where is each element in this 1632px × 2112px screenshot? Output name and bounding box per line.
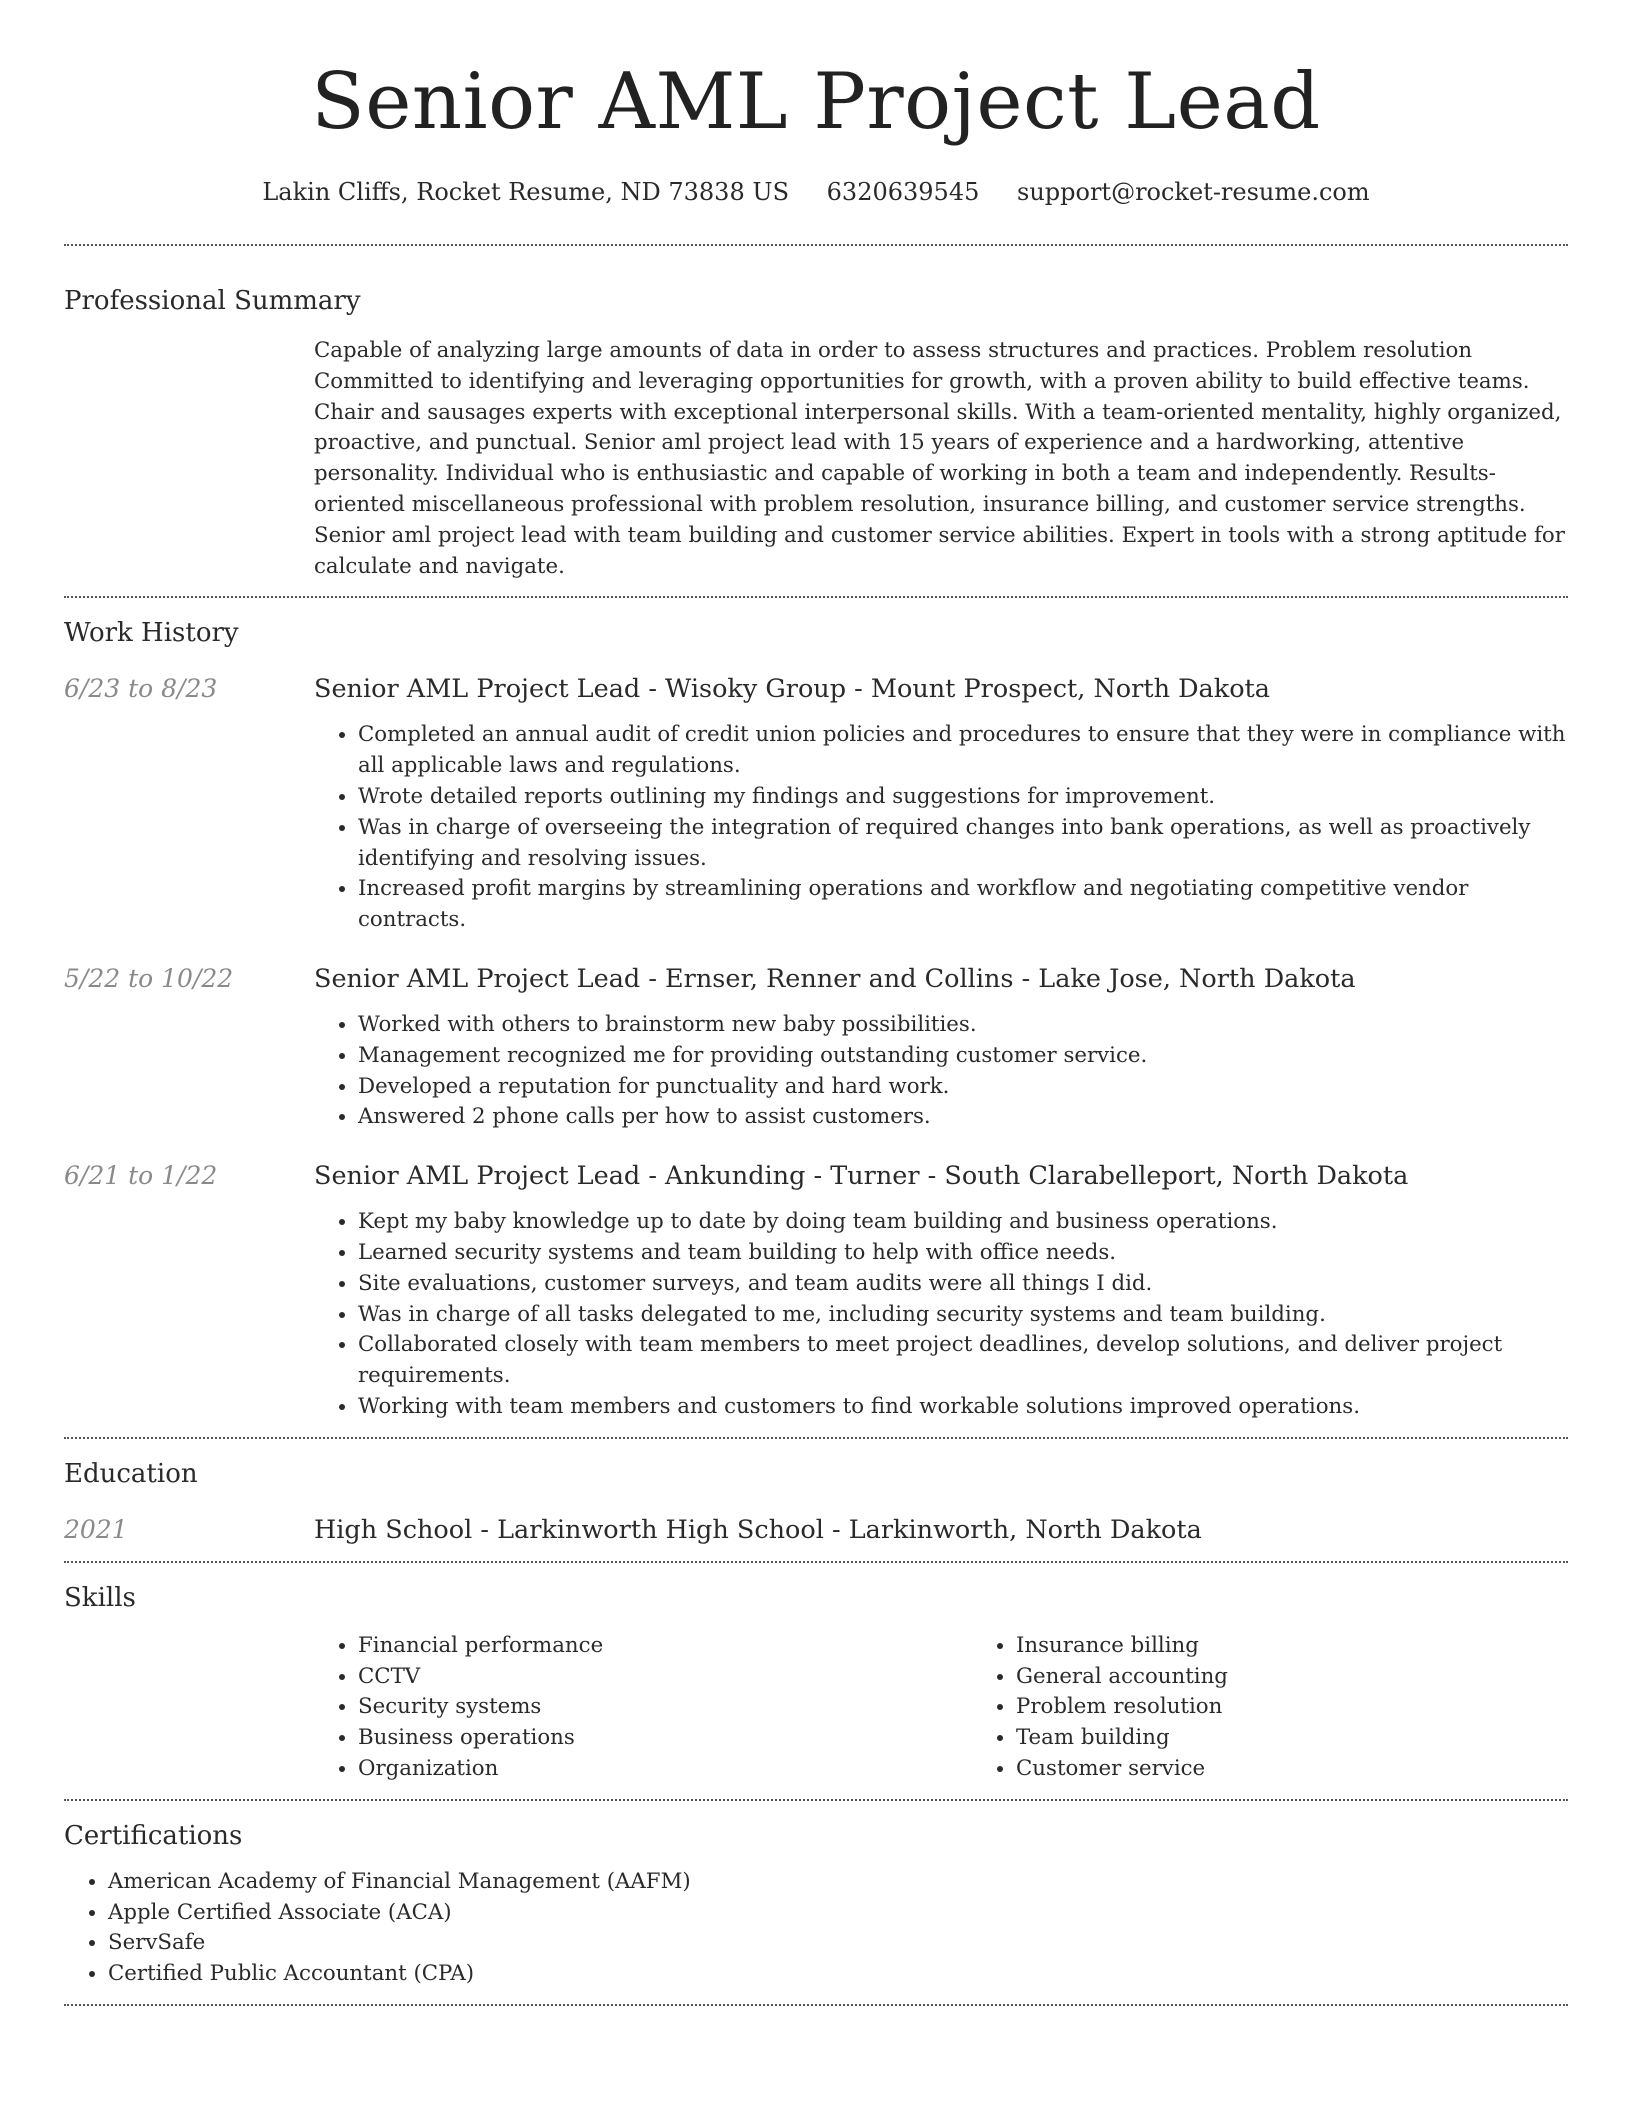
contact-line bbox=[64, 176, 1568, 208]
skills-column bbox=[314, 1631, 972, 1785]
education-title: High School - Larkinworth High School - Larkinworth, North Dakota bbox=[314, 1514, 1202, 1545]
job-bullet: • Working with team members and customers to find workable solutions improved operations. bbox=[358, 1392, 1568, 1423]
skill-item: • Team building bbox=[1016, 1723, 1568, 1754]
summary-section bbox=[64, 246, 1568, 596]
skill-item: • Insurance billing bbox=[1016, 1631, 1568, 1662]
job-bullet: • Worked with others to brainstorm new baby possibilities. bbox=[358, 1010, 1568, 1041]
job-bullet: • Was in charge of overseeing the integration of required changes into bank operations, as well as proactively identifying and resolving issues. bbox=[358, 813, 1568, 875]
education-entry bbox=[64, 1513, 1568, 1547]
job-bullet: • Developed a reputation for punctuality and hard work. bbox=[358, 1072, 1568, 1103]
skill-item: • Customer service bbox=[1016, 1754, 1568, 1785]
divider bbox=[64, 2004, 1568, 2006]
skills-section bbox=[64, 1563, 1568, 1799]
summary-text: Capable of analyzing large amounts of data in order to assess structures and practices. Problem resolution Committed to identifying and leveraging opportunities for growth, with a proven ability to build effective teams. Chair and sausages experts with exceptional interpersonal skills. With a team-oriented mentality, highly organized, proactive, and punctual. Senior aml project lead with 15 years of experience and a hardworking, attentive personality. Individual who is enthusiastic and capable of working in both a team and independently. Results-oriented miscellaneous professional with problem resolution, insurance billing, and customer service strengths. Senior aml project lead with team building and customer service abilities. Expert in tools with a strong aptitude for calculate and navigate. bbox=[314, 338, 1565, 579]
skills-column bbox=[972, 1631, 1568, 1785]
job-bullet: • Kept my baby knowledge up to date by doing team building and business operations. bbox=[358, 1207, 1568, 1238]
job-entry bbox=[64, 962, 1568, 1133]
skill-item: • Organization bbox=[358, 1754, 972, 1785]
contact-phone: 6320639545 bbox=[826, 178, 980, 206]
job-bullets bbox=[314, 1010, 1568, 1133]
skill-item: • General accounting bbox=[1016, 1662, 1568, 1693]
skill-item: • Problem resolution bbox=[1016, 1692, 1568, 1723]
job-bullet: • Site evaluations, customer surveys, and team audits were all things I did. bbox=[358, 1269, 1568, 1300]
work-history-section bbox=[64, 598, 1568, 1436]
education-year: 2021 bbox=[64, 1514, 128, 1544]
job-title: Senior AML Project Lead - Ankunding - Turner - South Clarabelleport, North Dakota bbox=[314, 1161, 1409, 1192]
job-bullet: • Completed an annual audit of credit union policies and procedures to ensure that they were in compliance with all applicable laws and regulations. bbox=[358, 720, 1568, 782]
contact-address: Lakin Cliffs, Rocket Resume, ND 73838 US bbox=[262, 178, 790, 206]
job-bullet: • Increased profit margins by streamlining operations and workflow and negotiating competitive vendor contracts. bbox=[358, 874, 1568, 936]
certification-item: • American Academy of Financial Management (AAFM) bbox=[108, 1867, 1568, 1898]
work-history-heading: Work History bbox=[64, 618, 239, 649]
skills-heading: Skills bbox=[64, 1582, 136, 1613]
resume-title: Senior AML Project Lead bbox=[311, 57, 1321, 147]
contact-email: support@rocket-resume.com bbox=[1017, 178, 1370, 206]
certification-item: • ServSafe bbox=[108, 1928, 1568, 1959]
job-bullet: • Learned security systems and team building to help with office needs. bbox=[358, 1238, 1568, 1269]
summary-heading: Professional Summary bbox=[64, 286, 361, 316]
job-title: Senior AML Project Lead - Ernser, Renner and Collins - Lake Jose, North Dakota bbox=[314, 963, 1356, 994]
job-bullet: • Was in charge of all tasks delegated to me, including security systems and team building. bbox=[358, 1300, 1568, 1331]
certification-item: • Certified Public Accountant (CPA) bbox=[108, 1959, 1568, 1990]
skill-item: • Financial performance bbox=[358, 1631, 972, 1662]
job-bullet: • Wrote detailed reports outlining my findings and suggestions for improvement. bbox=[358, 782, 1568, 813]
skill-item: • CCTV bbox=[358, 1662, 972, 1693]
certification-item: • Apple Certified Associate (ACA) bbox=[108, 1898, 1568, 1929]
job-bullet: • Management recognized me for providing outstanding customer service. bbox=[358, 1041, 1568, 1072]
education-section bbox=[64, 1439, 1568, 1561]
job-entry bbox=[64, 672, 1568, 936]
certifications-section bbox=[64, 1801, 1568, 2004]
certifications-heading: Certifications bbox=[64, 1820, 243, 1851]
education-heading: Education bbox=[64, 1458, 198, 1489]
job-bullet: • Answered 2 phone calls per how to assist customers. bbox=[358, 1102, 1568, 1133]
certifications-list bbox=[64, 1867, 1568, 1990]
skill-item: • Business operations bbox=[358, 1723, 972, 1754]
job-dates: 6/23 to 8/23 bbox=[64, 674, 218, 704]
job-entry bbox=[64, 1159, 1568, 1423]
skills-grid bbox=[314, 1631, 1568, 1785]
job-title: Senior AML Project Lead - Wisoky Group - Mount Prospect, North Dakota bbox=[314, 674, 1271, 705]
skill-item: • Security systems bbox=[358, 1692, 972, 1723]
job-bullets bbox=[314, 720, 1568, 936]
job-bullets bbox=[314, 1207, 1568, 1423]
job-bullet: • Collaborated closely with team members to meet project deadlines, develop solutions, and deliver project requirements. bbox=[358, 1330, 1568, 1392]
job-dates: 6/21 to 1/22 bbox=[64, 1161, 218, 1191]
job-dates: 5/22 to 10/22 bbox=[64, 963, 234, 993]
